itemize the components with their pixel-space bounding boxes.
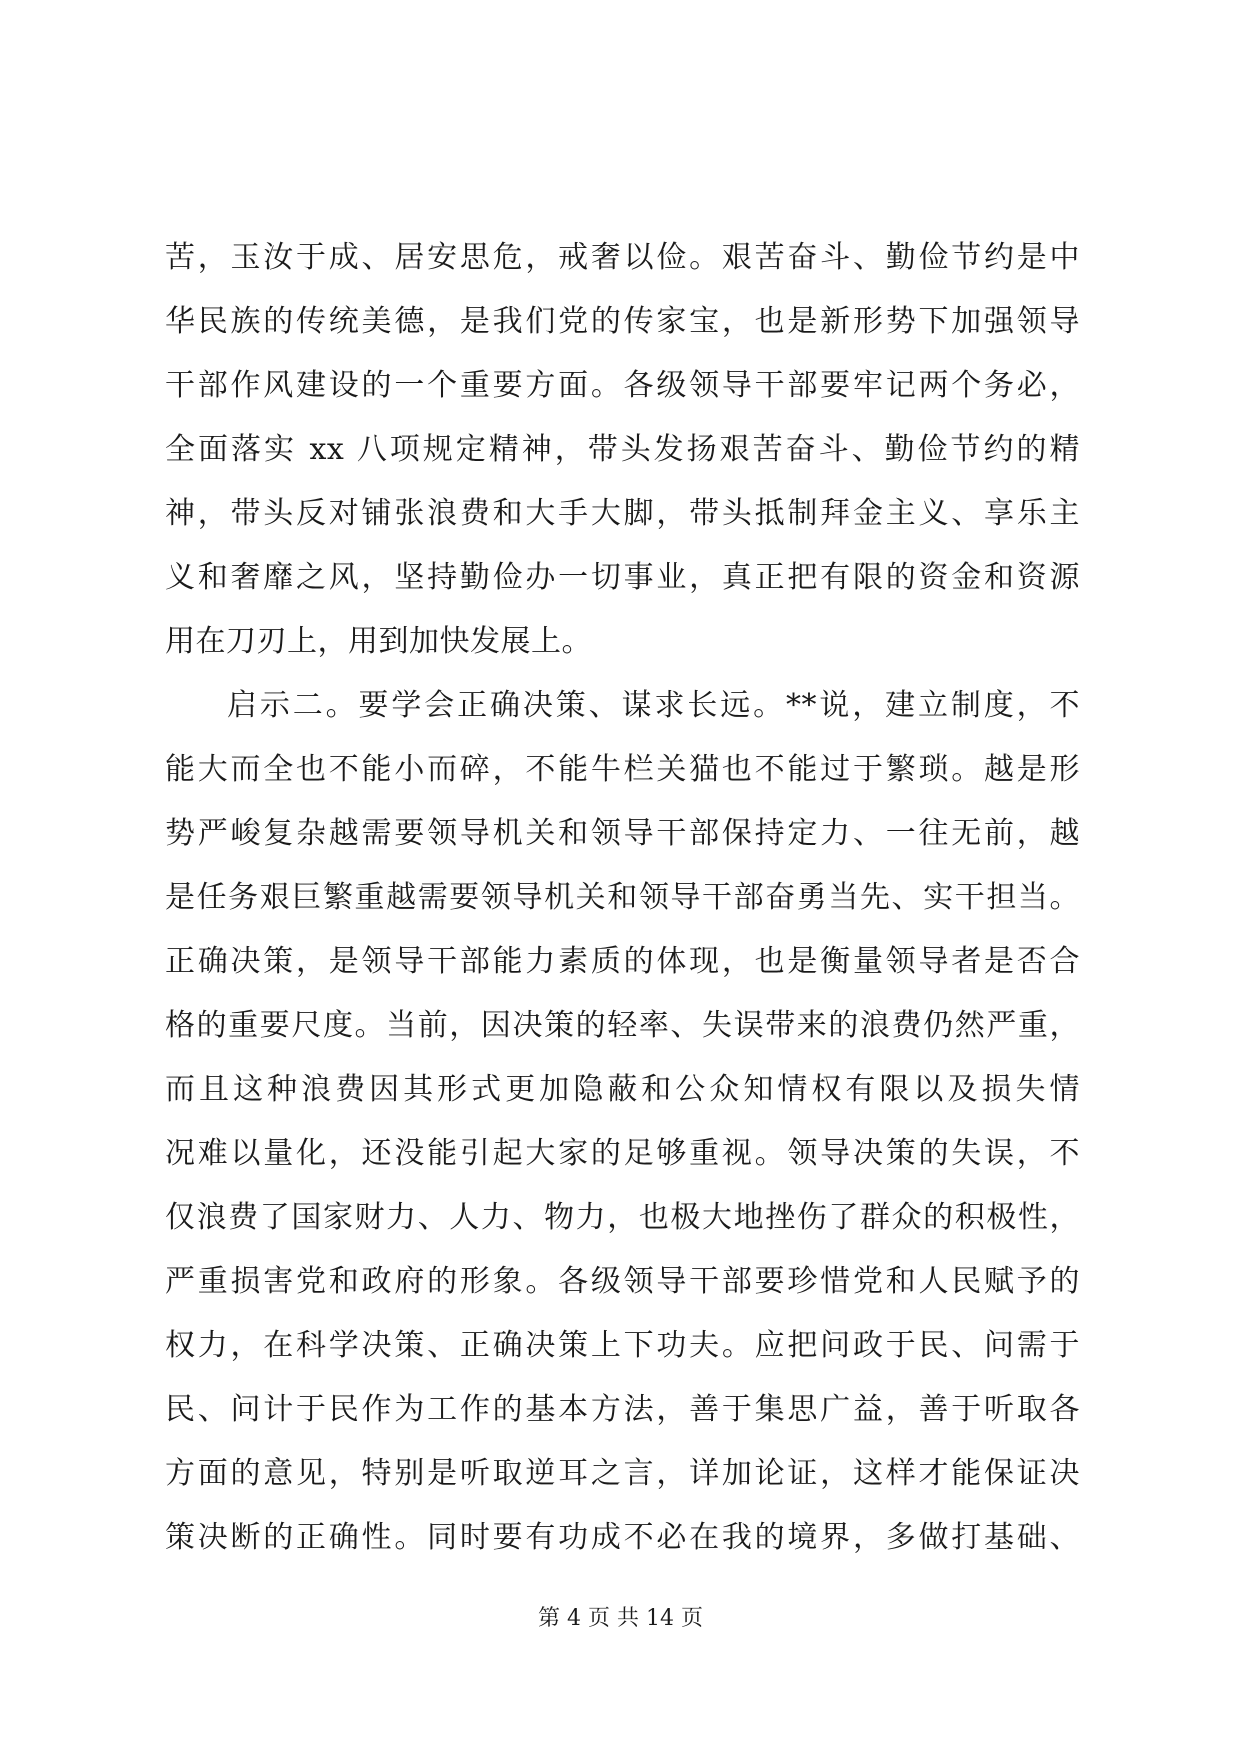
page-footer xyxy=(0,1604,1241,1634)
text-line: 势严峻复杂越需要领导机关和领导干部保持定力、一往无前，越 xyxy=(165,816,1080,851)
text-line: 方面的意见，特别是听取逆耳之言，详加论证，这样才能保证决 xyxy=(165,1456,1080,1491)
text-line: 况难以量化，还没能引起大家的足够重视。领导决策的失误，不 xyxy=(165,1136,1080,1171)
paragraph-1 xyxy=(165,226,1080,674)
text-line: 能大而全也不能小而碎，不能牛栏关猫也不能过于繁琐。越是形 xyxy=(165,752,1080,787)
text-line: 正确决策，是领导干部能力素质的体现，也是衡量领导者是否合 xyxy=(165,944,1080,979)
text-line: 民、问计于民作为工作的基本方法，善于集思广益，善于听取各 xyxy=(165,1392,1080,1427)
text-line: 而且这种浪费因其形式更加隐蔽和公众知情权有限以及损失情 xyxy=(165,1072,1080,1107)
text-line: 权力，在科学决策、正确决策上下功夫。应把问政于民、问需于 xyxy=(165,1328,1080,1363)
page-number: 第 4 页 共 14 页 xyxy=(538,1606,703,1631)
text-line: 干部作风建设的一个重要方面。各级领导干部要牢记两个务必， xyxy=(165,368,1080,403)
text-line: 用在刀刃上，用到加快发展上。 xyxy=(165,624,592,659)
text-line: 严重损害党和政府的形象。各级领导干部要珍惜党和人民赋予的 xyxy=(165,1264,1080,1299)
text-line: 格的重要尺度。当前，因决策的轻率、失误带来的浪费仍然严重， xyxy=(165,1008,1080,1043)
text-line: 神，带头反对铺张浪费和大手大脚，带头抵制拜金主义、享乐主 xyxy=(165,496,1080,531)
text-line: 华民族的传统美德，是我们党的传家宝，也是新形势下加强领导 xyxy=(165,304,1080,339)
text-line: 仅浪费了国家财力、人力、物力，也极大地挫伤了群众的积极性， xyxy=(165,1200,1080,1235)
text-line: 启示二。要学会正确决策、谋求长远。**说，建立制度，不 xyxy=(227,688,1080,723)
body-text xyxy=(165,226,1080,1570)
text-line: 全面落实 xx 八项规定精神，带头发扬艰苦奋斗、勤俭节约的精 xyxy=(165,432,1080,467)
text-line: 策决断的正确性。同时要有功成不必在我的境界，多做打基础、 xyxy=(165,1520,1080,1555)
text-line: 苦，玉汝于成、居安思危，戒奢以俭。艰苦奋斗、勤俭节约是中 xyxy=(165,240,1080,275)
paragraph-2 xyxy=(165,674,1080,1570)
text-line: 义和奢靡之风，坚持勤俭办一切事业，真正把有限的资金和资源 xyxy=(165,560,1080,595)
text-line: 是任务艰巨繁重越需要领导机关和领导干部奋勇当先、实干担当。 xyxy=(165,880,1080,915)
